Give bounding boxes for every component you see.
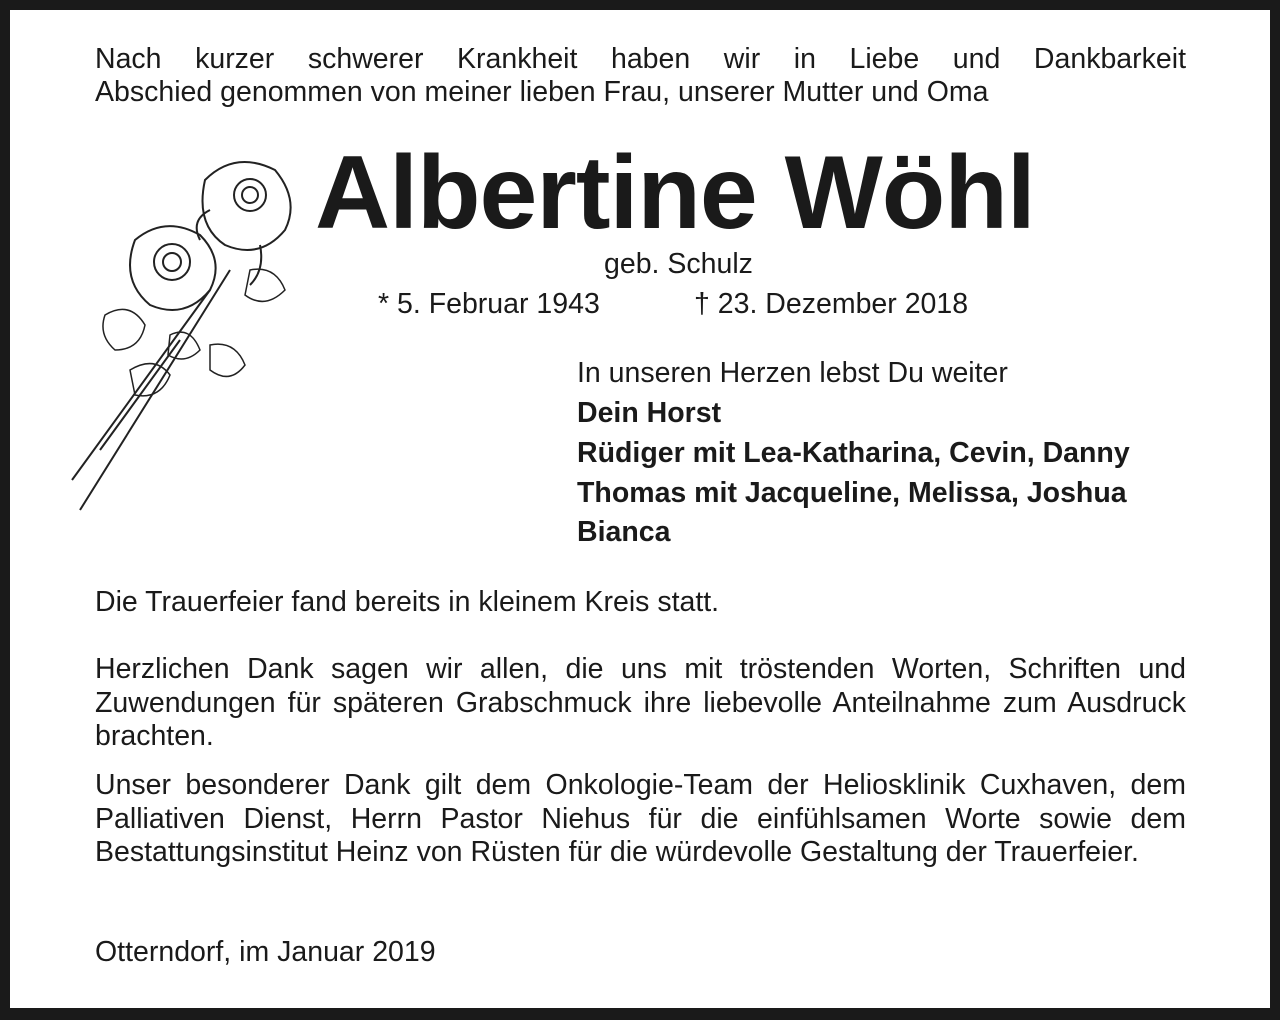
- mourner-4: Bianca: [577, 516, 671, 548]
- birth-date: * 5. Februar 1943: [378, 288, 600, 320]
- roses-illustration: [60, 150, 300, 530]
- mourner-1: Dein Horst: [577, 397, 722, 429]
- obituary-card: [10, 10, 1270, 1008]
- rose-bottom: [130, 226, 216, 310]
- funeral-note: Die Trauerfeier fand bereits in kleinem Kreis statt.: [95, 586, 720, 618]
- thanks-paragraph-2: Unser besonderer Dank gilt dem Onkologie-Team der Heliosklinik Cuxhaven, dem Palliativen Dienst, Herrn Pastor Niehus für die einfühlsamen Worte sowie dem Bestattungsinstitut Heinz von Rüsten für die würdevolle Gestaltung der Trauerfeier.: [95, 769, 1186, 868]
- rose-leaves: [103, 269, 285, 396]
- thanks-paragraph-1: Herzlichen Dank sagen wir allen, die uns mit tröstenden Worten, Schriften und Zuwendungen für späteren Grabschmuck ihre liebevolle Anteilnahme zum Ausdruck brachten.: [95, 653, 1186, 752]
- mourner-2: Rüdiger mit Lea-Katharina, Cevin, Danny: [577, 437, 1130, 469]
- intro-line-1: Nach kurzer schwerer Krankheit haben wir in Liebe und Dankbarkeit: [95, 43, 1186, 75]
- intro-line-2: Abschied genommen von meiner lieben Frau, unserer Mutter und Oma: [95, 76, 989, 108]
- rose-top: [197, 162, 291, 285]
- place-date: Otterndorf, im Januar 2019: [95, 936, 436, 968]
- maiden-name: geb. Schulz: [604, 248, 753, 280]
- motto: In unseren Herzen lebst Du weiter: [577, 357, 1008, 389]
- deceased-name: Albertine Wöhl: [315, 135, 1035, 251]
- mourner-3: Thomas mit Jacqueline, Melissa, Joshua: [577, 477, 1127, 509]
- death-date: † 23. Dezember 2018: [694, 288, 969, 320]
